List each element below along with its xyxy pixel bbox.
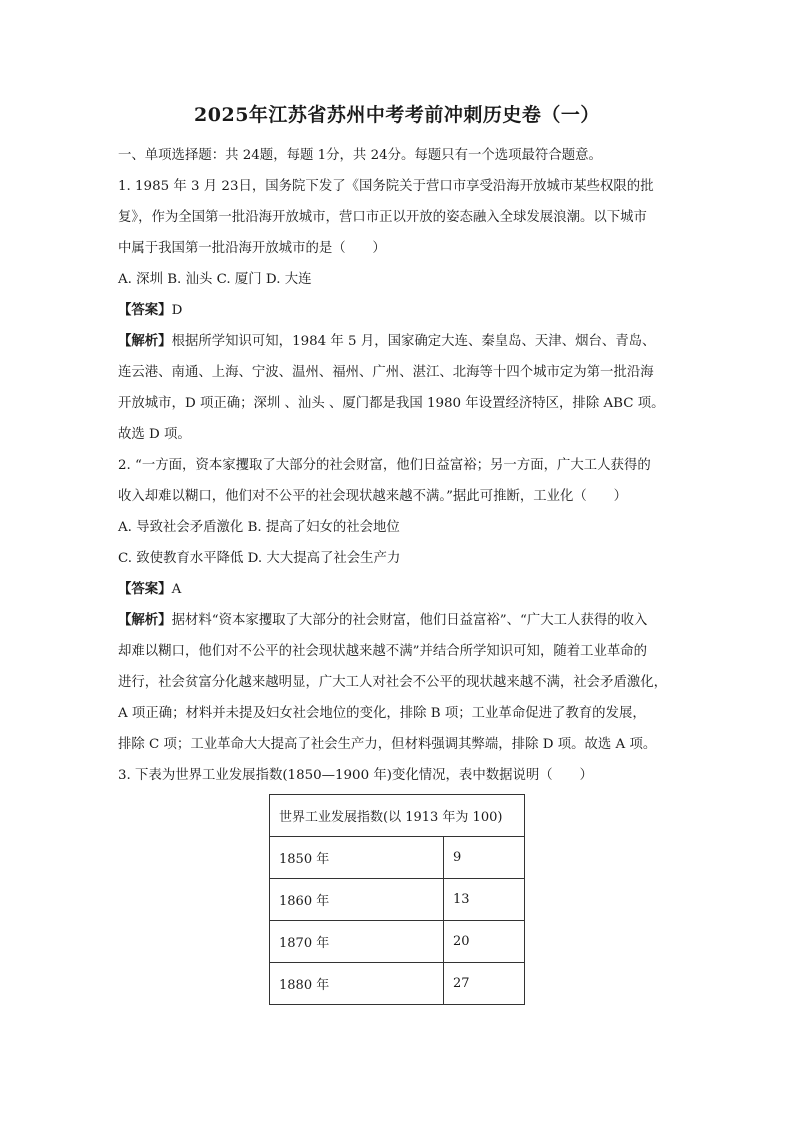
q2-analysis-line: A 项正确；材料并未提及妇女社会地位的变化，排除 B 项；工业革命促进了教育的发展，: [118, 706, 646, 721]
analysis-tag: 【解析】: [118, 333, 172, 349]
table-value-cell: 27: [444, 963, 525, 1005]
table-value-cell: 13: [444, 879, 525, 921]
table-value-cell: 9: [444, 837, 525, 879]
q2-analysis-line: 排除 C 项；工业革命大大提高了社会生产力，但材料强调其弊端，排除 D 项。故选 A 项。: [118, 737, 657, 752]
table-year-cell: 1880 年: [270, 963, 444, 1005]
q1-analysis-line: [118, 326, 682, 357]
page-title: 2025年江苏省苏州中考考前冲刺历史卷（一）: [194, 104, 600, 126]
answer-tag: 【答案】: [118, 302, 172, 318]
analysis-text: 据材料“资本家攫取了大部分的社会财富，他们日益富裕”、“广大工人获得的收入: [171, 613, 648, 628]
q2-stem-line: 2. “一方面，资本家攫取了大部分的社会财富，他们日益富裕；另一方面，广大工人获得的: [118, 458, 651, 473]
q1-analysis-line: 连云港、南通、上海、宁波、温州、福州、广州、湛江、北海等十四个城市定为第一批沿海: [118, 365, 654, 380]
q1-analysis-line: 开放城市，D 项正确；深圳 、汕头 、厦门都是我国 1980 年设置经济特区，排除 ABC 项。: [118, 396, 665, 411]
q1-stem-line: 1. 1985 年 3 月 23日，国务院下发了《国务院关于营口市享受沿海开放城市某些权限的批: [118, 179, 654, 194]
table-row: [270, 837, 525, 879]
q2-analysis-line: [118, 605, 682, 636]
table-row: [270, 963, 525, 1005]
table-year-cell: 1870 年: [270, 921, 444, 963]
table-year-cell: 1860 年: [270, 879, 444, 921]
q1-stem-line: 复》，作为全国第一批沿海开放城市，营口市正以开放的姿态融入全球发展浪潮。以下城市: [118, 210, 647, 225]
table-year-cell: 1850 年: [270, 837, 444, 879]
analysis-text: 根据所学知识可知，1984 年 5 月，国家确定大连、秦皇岛、天津、烟台、青岛、: [171, 334, 656, 349]
answer-value: A: [171, 582, 182, 597]
table-header: 世界工业发展指数(以 1913 年为 100): [270, 795, 525, 837]
table-header-row: [270, 795, 525, 837]
industry-index-table: [269, 794, 525, 1005]
q2-analysis-line: 却难以糊口，他们对不公平的社会现状越来越不满”并结合所学知识可知，随着工业革命的: [118, 644, 648, 659]
q2-options-line: A. 导致社会矛盾激化 B. 提高了妇女的社会地位: [118, 520, 400, 535]
q2-analysis-line: 进行，社会贫富分化越来越明显，广大工人对社会不公平的现状越来越不满，社会矛盾激化，: [118, 675, 668, 690]
analysis-tag: 【解析】: [118, 612, 172, 628]
q2-stem-line: 收入却难以糊口，他们对不公平的社会现状越来越不满。”据此可推断，工业化（ ）: [118, 489, 627, 504]
table-value-cell: 20: [444, 921, 525, 963]
q1-stem-line: 中属于我国第一批沿海开放城市的是（ ）: [118, 241, 386, 256]
q2-answer: [118, 574, 682, 605]
section-header: 一、单项选择题：共 24题，每题 1分，共 24分。每题只有一个选项最符合题意。: [118, 148, 602, 163]
answer-tag: 【答案】: [118, 581, 172, 597]
table-row: [270, 921, 525, 963]
table-row: [270, 879, 525, 921]
answer-value: D: [171, 303, 183, 318]
q2-options-line: C. 致使教育水平降低 D. 大大提高了社会生产力: [118, 551, 401, 566]
q3-stem: 3. 下表为世界工业发展指数(1850—1900 年)变化情况，表中数据说明（ ）: [118, 768, 593, 783]
q1-options: A. 深圳 B. 汕头 C. 厦门 D. 大连: [118, 272, 312, 287]
q1-answer: [118, 295, 682, 326]
q1-analysis-line: 故选 D 项。: [118, 427, 191, 442]
question-content: [118, 140, 682, 791]
